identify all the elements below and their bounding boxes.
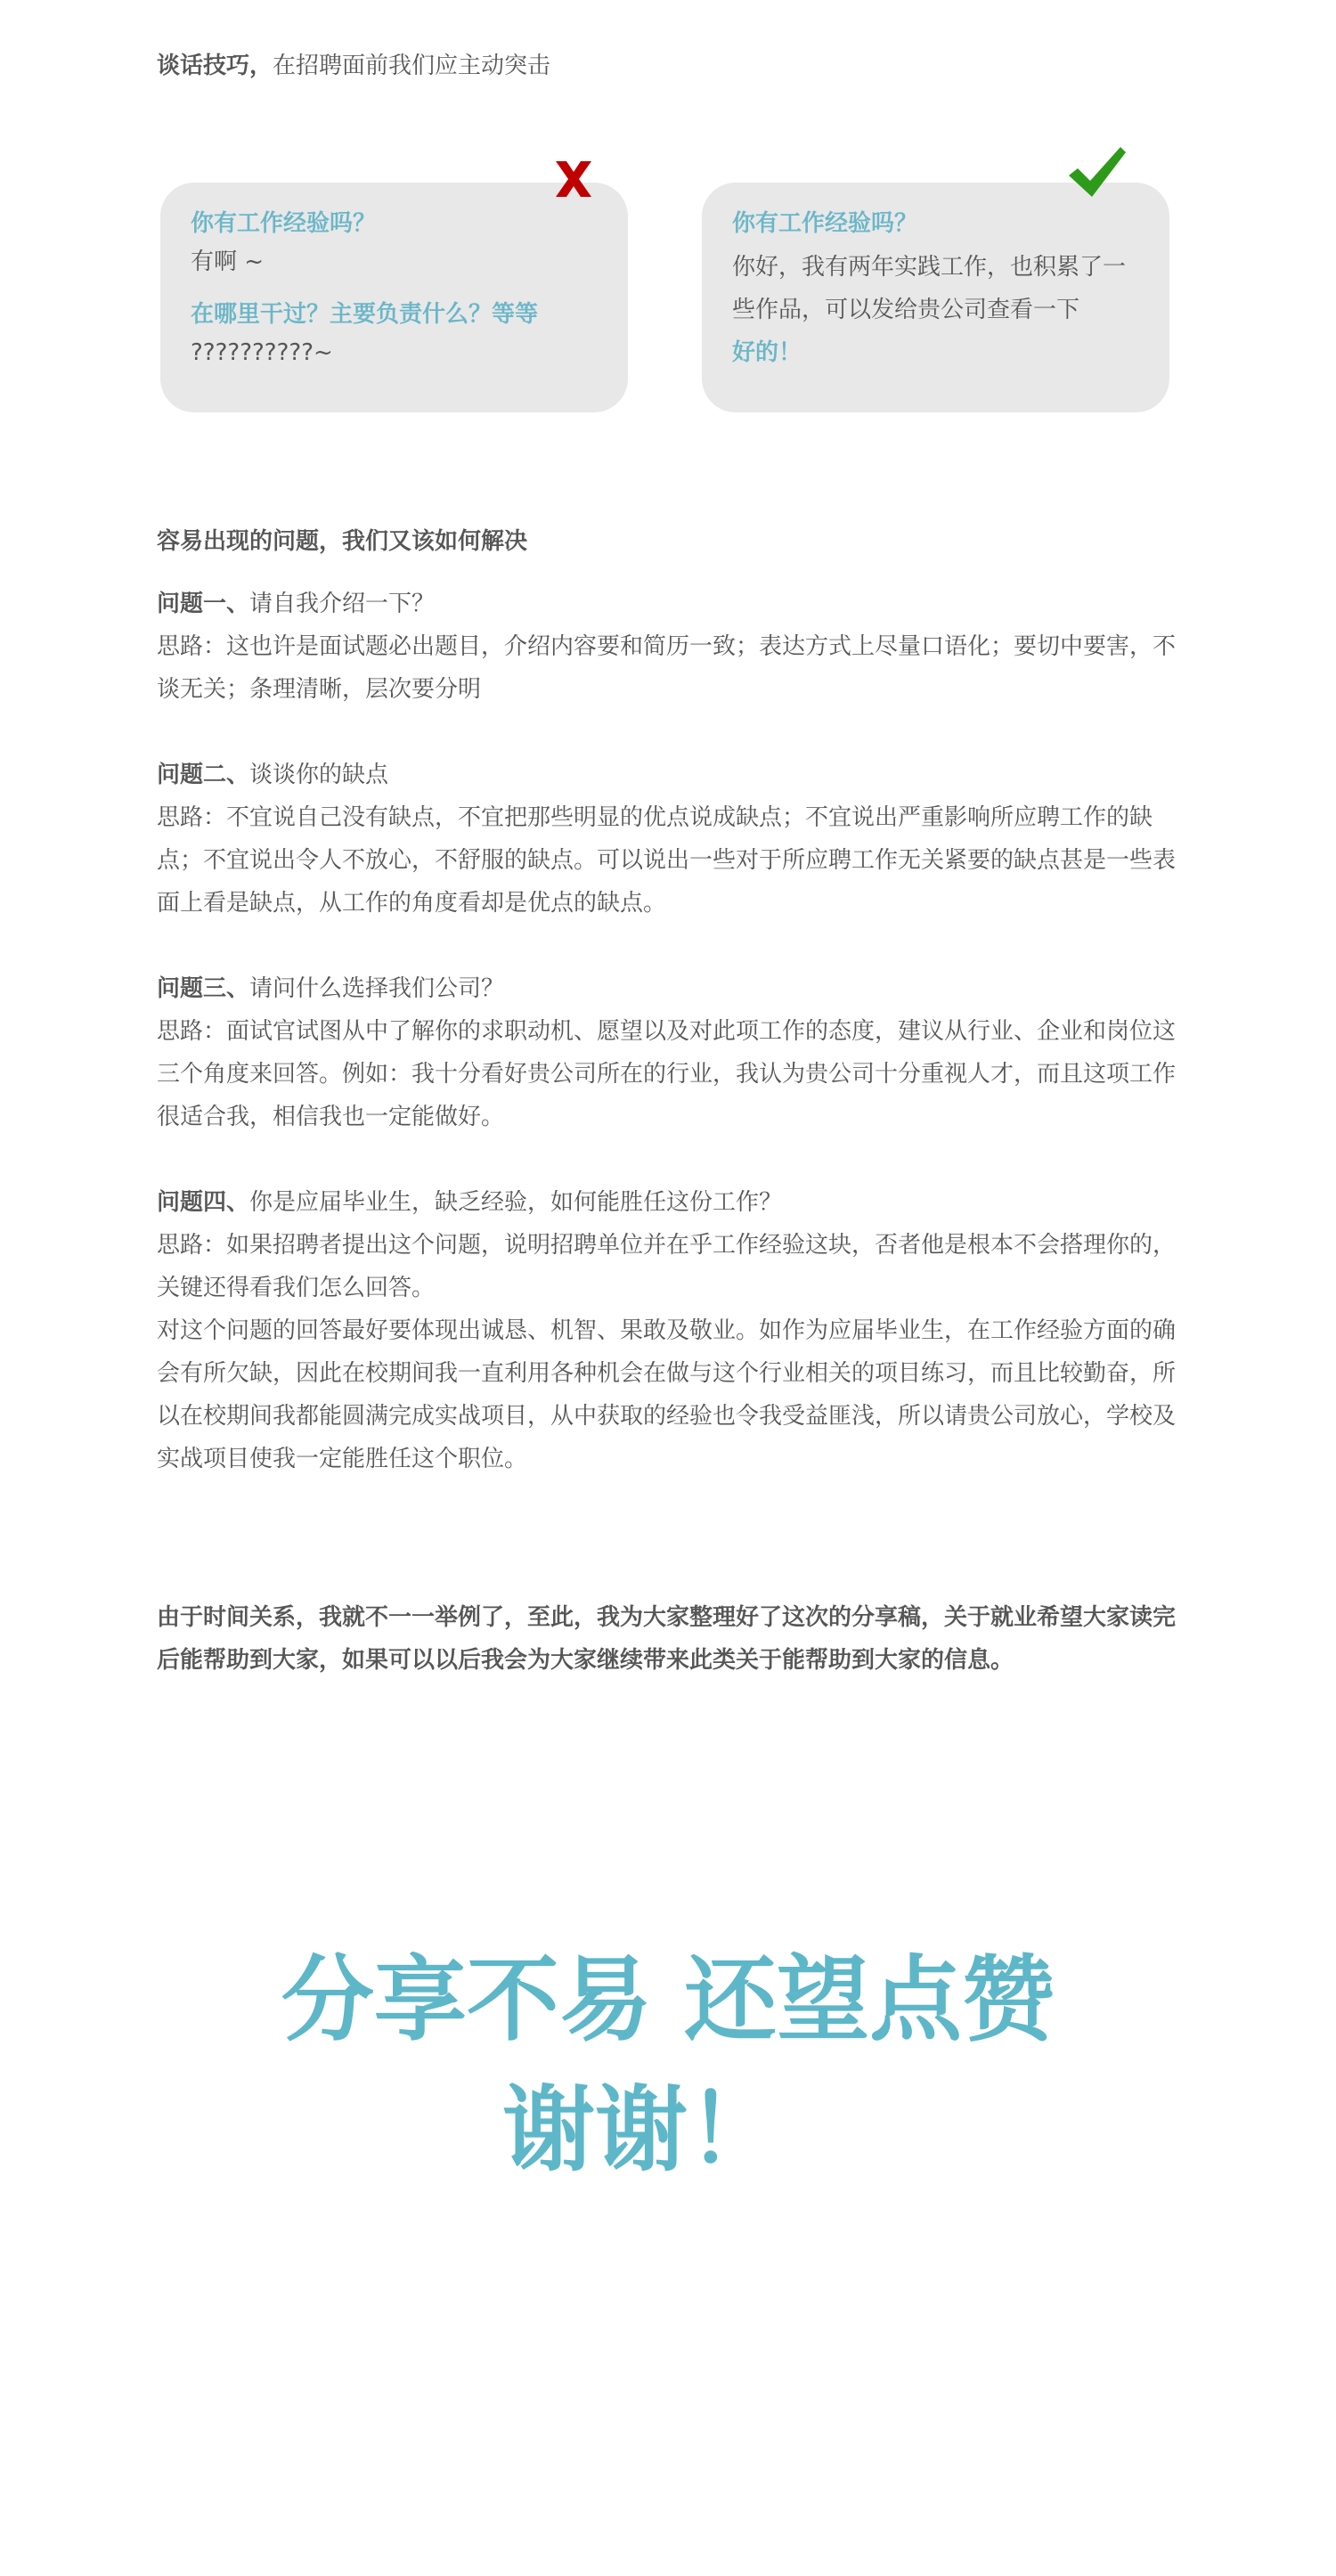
intro-line: [157, 48, 550, 84]
closing-paragraph: 由于时间关系，我就不一一举例了，至此，我为大家整理好了这次的分享稿，关于就业希望大家读完后能帮助到大家，如果可以以后我会为大家继续带来此类关于能帮助到大家的信息。: [157, 1604, 1177, 1674]
cross-mark-icon: [552, 158, 595, 200]
question-text: 谈谈你的缺点: [249, 762, 389, 788]
bad-question-1: 你有工作经验吗？: [191, 210, 377, 237]
question-label: 问题一、: [157, 591, 250, 617]
checkmark-icon: [1067, 145, 1128, 200]
bad-question-2: 在哪里干过？主要负责什么？等等: [191, 301, 539, 328]
good-example-card: [702, 183, 1169, 412]
question-block-4: [157, 1181, 1181, 1480]
question-text: 请问什么选择我们公司？: [249, 975, 505, 1002]
question-label: 问题二、: [157, 762, 250, 788]
answer-paragraph: 思路：这也许是面试题必出题目，介绍内容要和简历一致；表达方式上尽量口语化；要切中要害，不谈无关；条理清晰，层次要分明: [157, 633, 1177, 703]
answer-paragraph: 思路：面试官试图从中了解你的求职动机、愿望以及对此项工作的态度，建议从行业、企业和岗位这三个角度来回答。例如：我十分看好贵公司所在的行业，我认为贵公司十分重视人才，而且这项工作很适合我，相信我也一定能做好。: [157, 1018, 1177, 1130]
slogan-line-1: 分享不易 还望点赞: [281, 1945, 1055, 2054]
question-block-1: [157, 583, 1181, 711]
slogan-line-2: 谢谢！: [501, 2075, 780, 2184]
bad-example-card: [160, 183, 628, 412]
question-label: 问题四、: [157, 1189, 250, 1216]
section-title: 容易出现的问题，我们又该如何解决: [157, 528, 528, 555]
good-answer-block: [732, 246, 1139, 374]
question-block-3: [157, 967, 1181, 1138]
answer-paragraph: 对这个问题的回答最好要体现出诚恳、机智、果敢及敬业。如作为应届毕业生，在工作经验方面的确会有所欠缺，因此在校期间我一直利用各种机会在做与这个行业相关的项目练习，而且比较勤奋，所以在校期间我都能圆满完成实战项目，从中获取的经验也令我受益匪浅，所以请贵公司放心，学校及实战项目使我一定能胜任这个职位。: [157, 1317, 1177, 1472]
intro-bold: 谈话技巧，: [157, 53, 273, 79]
question-text: 请自我介绍一下？: [249, 591, 436, 617]
good-reply: 好的！: [732, 339, 802, 366]
comparison-cards: [160, 183, 1176, 414]
bad-answer-1: 有啊 ~: [191, 249, 265, 275]
question-block-2: [157, 754, 1181, 925]
good-answer: 你好，我有两年实践工作，也积累了一些作品，可以发给贵公司查看一下: [732, 254, 1127, 323]
question-label: 问题三、: [157, 975, 250, 1002]
question-text: 你是应届毕业生，缺乏经验，如何能胜任这份工作？: [249, 1189, 783, 1216]
intro-text: 在招聘面前我们应主动突击: [273, 53, 551, 79]
bad-answer-2: ??????????~: [191, 339, 333, 366]
answer-paragraph: 思路：如果招聘者提出这个问题，说明招聘单位并在乎工作经验这块，否者他是根本不会搭理你的，关键还得看我们怎么回答。: [157, 1232, 1177, 1301]
good-question: 你有工作经验吗？: [732, 210, 918, 237]
answer-paragraph: 思路：不宜说自己没有缺点，不宜把那些明显的优点说成缺点；不宜说出严重影响所应聘工作的缺点；不宜说出令人不放心，不舒服的缺点。可以说出一些对于所应聘工作无关紧要的缺点甚是一些表面上看是缺点，从工作的角度看却是优点的缺点。: [157, 804, 1177, 917]
